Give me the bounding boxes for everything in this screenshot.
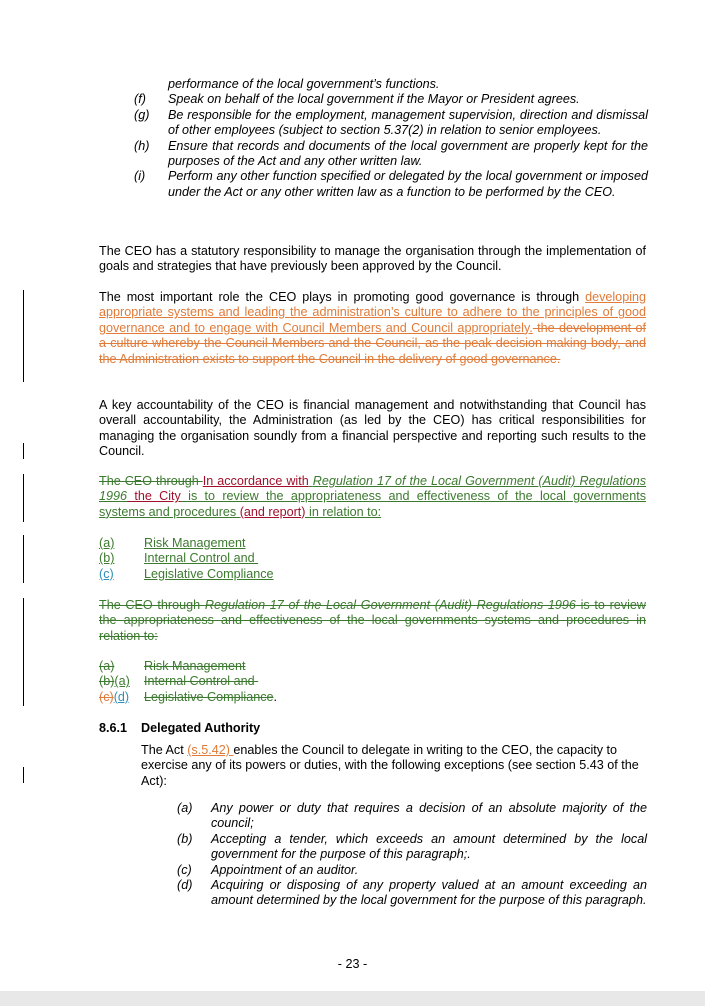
list-item-label: (h) — [134, 138, 150, 153]
list-item — [99, 536, 399, 551]
list-item-label: (f) — [134, 92, 146, 107]
list-item — [99, 551, 399, 566]
list-item-label: (i) — [134, 169, 146, 184]
list-item — [177, 863, 647, 878]
tracked-deletion: The CEO through — [99, 474, 203, 488]
section-title: Delegated Authority — [141, 721, 261, 735]
list-exceptions — [177, 801, 647, 909]
list-item-label: (c) — [99, 566, 114, 581]
tracked-insertion: (s.5.42) — [187, 743, 234, 757]
list-item — [99, 567, 399, 582]
list-item — [134, 169, 648, 200]
text-plain: The most important role the CEO plays in promoting good governance is through — [99, 290, 586, 304]
list-review-areas — [99, 536, 399, 582]
change-bar — [23, 767, 24, 783]
paragraph-governance — [99, 290, 646, 367]
list-item — [177, 832, 647, 863]
list-item-text: Risk Management — [144, 536, 246, 550]
list-item — [134, 77, 648, 92]
tracked-insertion: (and report) — [239, 504, 306, 519]
list-item-text: Speak on behalf of the local government if the Mayor or President agrees. — [168, 92, 580, 107]
paragraph-financial: A key accountability of the CEO is financial management and notwithstanding that Council has overall accountability, the Administration (as led by the CEO) has critical responsibilities for managing the organisation soundly from a financial perspective and reporting such results to the Council. — [99, 398, 646, 459]
list-item-label-inserted: (a) — [114, 674, 130, 689]
list-item — [134, 108, 648, 139]
list-item-text: Legislative Compliance — [144, 566, 274, 581]
list-item-text: Perform any other function specified or delegated by the local government or imposed under the Act or any other written law as a function to be performed by the CEO. — [168, 169, 648, 199]
tracked-deletion: The CEO through — [99, 598, 205, 612]
tracked-deletion: the development of a culture whereby the Council Members and the Council, as the peak decision making body, and the Administration exists to support the Council in the delivery of good governance. — [99, 320, 646, 366]
paragraph-regulation-17 — [99, 474, 646, 520]
text-plain: enables the Council to delegate in writing to the CEO, the capacity to exercise any of its powers or duties, with the following exceptions (see section 5.43 of the Act): — [141, 743, 639, 788]
list-item-tail: . — [273, 689, 278, 704]
list-item-text: Accepting a tender, which exceeds an amount determined by the local government for the purpose of this paragraph;. — [211, 831, 647, 862]
change-bar — [23, 443, 24, 459]
list-deleted-areas — [99, 659, 399, 705]
list-item-text: Risk Management — [144, 659, 246, 673]
tracked-deletion-italic: Regulation 17 of the Local Government (Audit) Regulations 1996 — [204, 598, 576, 612]
list-item-text: Ensure that records and documents of the local government are properly kept for the purposes of the Act and any other written law. — [168, 138, 648, 169]
list-item — [177, 801, 647, 832]
list-item-text: performance of the local government’s functions. — [168, 77, 440, 91]
list-item-label-deleted: (c) — [99, 689, 114, 704]
list-item-label: (a) — [177, 801, 193, 815]
list-item-text: Internal Control and — [144, 674, 259, 689]
tracked-insertion-italic: Regulation 17 of the Local Government (Audit) Regulations 1996 — [99, 474, 647, 504]
list-item-label: (d) — [177, 878, 193, 893]
change-bar — [23, 474, 24, 522]
section-heading — [99, 721, 261, 736]
change-bar — [23, 535, 24, 583]
change-bar — [23, 598, 24, 706]
section-intro — [141, 743, 647, 789]
list-item — [177, 878, 647, 909]
page-number: - 23 - — [337, 957, 368, 971]
paragraph-statutory: The CEO has a statutory responsibility to manage the organisation through the implementation of goals and strategies that have previously been approved by the Council. — [99, 244, 646, 274]
list-item-label: (b) — [177, 831, 193, 846]
list-item-label-inserted: (d) — [113, 689, 130, 704]
page-bottom-edge — [0, 991, 705, 1006]
list-item-label-deleted: (b) — [99, 674, 115, 689]
list-item-text: Appointment of an auditor. — [211, 862, 359, 877]
tracked-insertion: is to review the appropriateness and effectiveness of the local governments systems and procedures — [99, 489, 646, 519]
list-item-label: (a) — [99, 659, 115, 673]
change-bar — [23, 290, 24, 382]
list-item — [99, 659, 399, 674]
list-item-text: Acquiring or disposing of any property valued at an amount exceeding an amount determined by the local government for the purpose of this paragraph. — [211, 878, 647, 908]
list-item-text: Legislative Compliance — [144, 689, 274, 704]
tracked-deletion: is to review the appropriateness and effectiveness of the local governments systems and procedures in relation to: — [99, 598, 646, 643]
list-item-text: Any power or duty that requires a decision of an absolute majority of the council; — [211, 801, 647, 831]
list-item — [99, 674, 399, 689]
list-item-label: (b) — [99, 551, 115, 566]
tracked-insertion: in relation to: — [305, 504, 382, 519]
list-item-text: Be responsible for the employment, management supervision, direction and dismissal of other employees (subject to section 5.37(2) in relation to senior employees. — [168, 107, 648, 138]
list-item-text: Internal Control and — [144, 551, 259, 566]
paragraph-deleted-regulation — [99, 598, 646, 644]
text-plain: The Act — [141, 743, 188, 757]
tracked-insertion: developing appropriate systems and leading the administration’s culture to adhere to the principles of good governance and to engage with Council Members and Council appropriately. — [99, 290, 646, 335]
tracked-insertion: the City — [127, 489, 181, 504]
section-number: 8.6.1 — [99, 721, 128, 735]
list-top — [134, 77, 648, 200]
list-item — [134, 139, 648, 170]
list-item-label: (a) — [99, 536, 115, 550]
list-item — [99, 690, 399, 705]
tracked-insertion: In accordance with — [202, 474, 309, 488]
list-item — [134, 92, 648, 107]
list-item-label: (g) — [134, 107, 150, 122]
list-item-label: (c) — [177, 862, 192, 877]
